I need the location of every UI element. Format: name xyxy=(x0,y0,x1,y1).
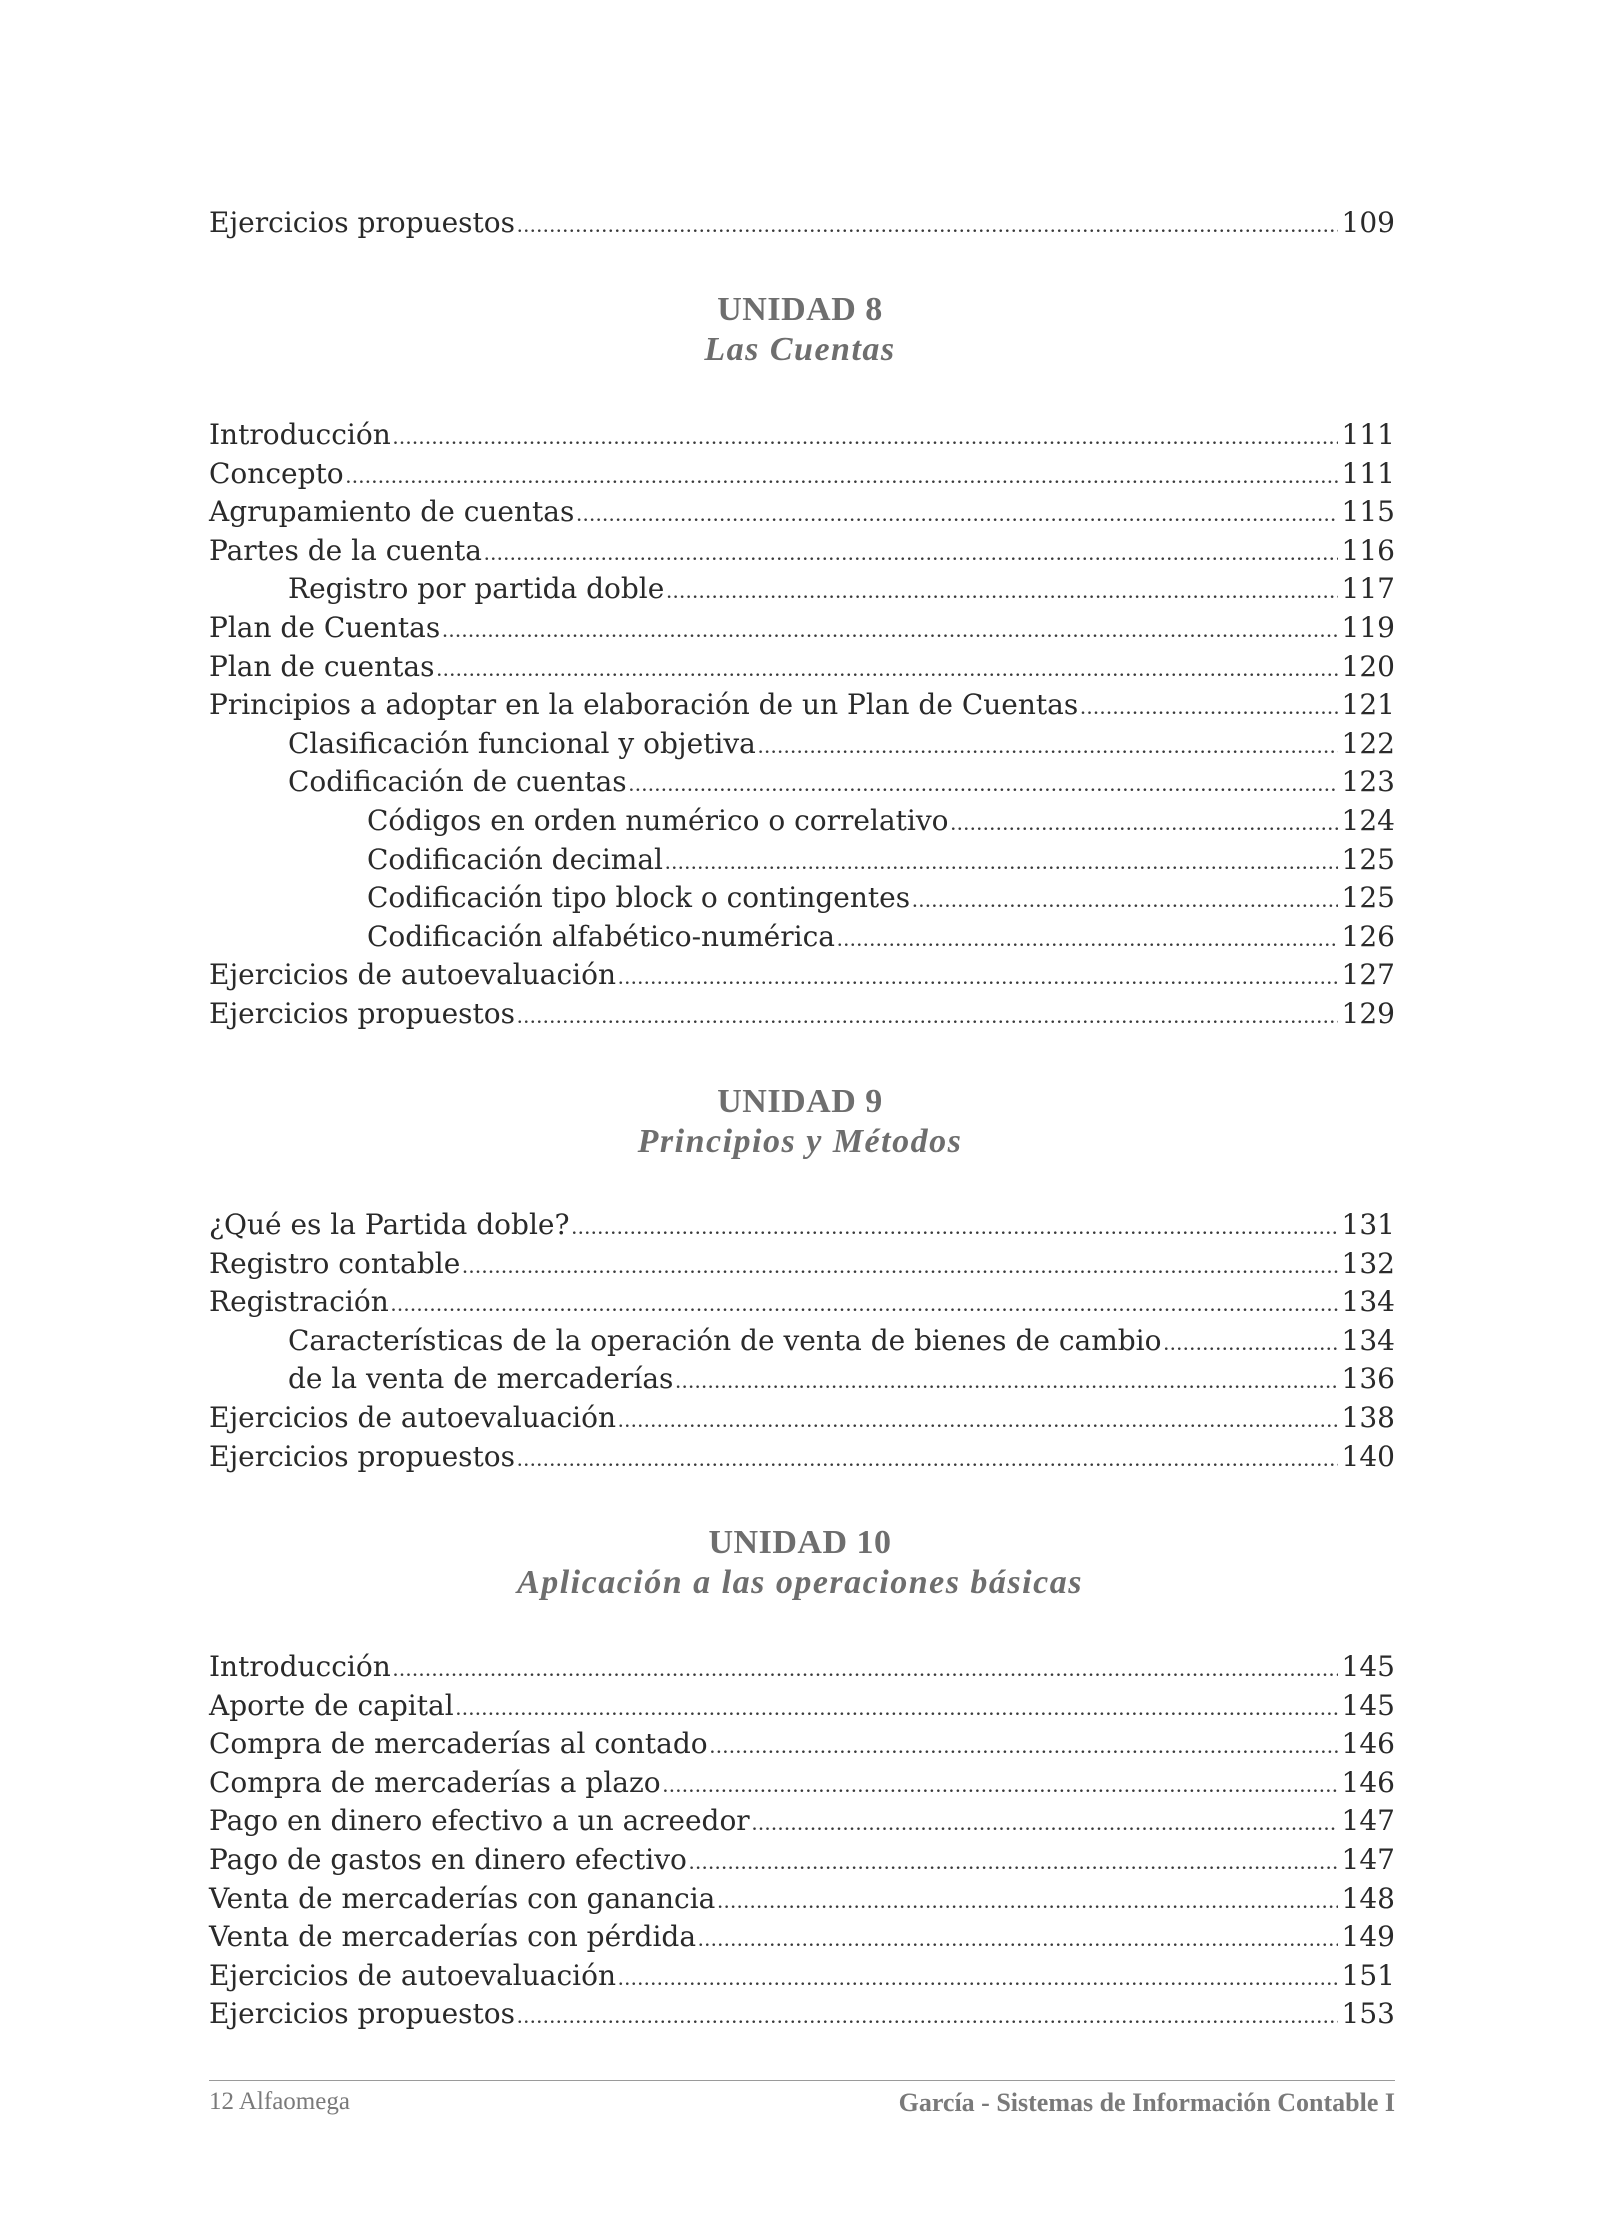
unit-10-heading xyxy=(0,1523,1600,1603)
toc-entry-page-number: 125 xyxy=(1341,881,1395,915)
toc-entry-title: Agrupamiento de cuentas xyxy=(209,495,575,529)
toc-entry-title: Pago de gastos en dinero efectivo xyxy=(209,1842,687,1876)
toc-section-unit-10 xyxy=(209,1650,1395,2036)
toc-entry-title: Ejercicios propuestos xyxy=(209,996,516,1030)
toc-entry[interactable] xyxy=(209,1285,1395,1324)
toc-entry-page-number: 124 xyxy=(1341,803,1395,837)
toc-entry-page-number: 134 xyxy=(1341,1323,1395,1357)
unit-9-heading xyxy=(0,1082,1600,1162)
unit-9-title: Principios y Métodos xyxy=(637,1123,963,1160)
toc-entry-title: Ejercicios de autoevaluación xyxy=(209,1400,616,1434)
toc-entry-page-number: 127 xyxy=(1341,958,1395,992)
toc-dot-leader xyxy=(618,964,1338,990)
unit-9-number: UNIDAD 9 xyxy=(717,1083,883,1120)
toc-entry-title: Venta de mercaderías con pérdida xyxy=(209,1920,697,1954)
toc-entry-title: Ejercicios propuestos xyxy=(209,206,516,239)
toc-entry-page-number: 111 xyxy=(1341,456,1395,490)
toc-section-unit-9 xyxy=(209,1208,1395,1478)
toc-dot-leader xyxy=(663,1772,1338,1798)
toc-entry-page-number: 117 xyxy=(1341,572,1395,606)
toc-entry[interactable] xyxy=(209,997,1395,1036)
toc-entry-page-number: 148 xyxy=(1341,1881,1395,1915)
toc-entry[interactable] xyxy=(209,958,1395,997)
toc-entry-page-number: 147 xyxy=(1341,1842,1395,1876)
toc-dot-leader xyxy=(698,1926,1338,1952)
toc-entry[interactable] xyxy=(209,1997,1395,2036)
toc-entry-page-number: 119 xyxy=(1341,610,1395,644)
toc-entry[interactable] xyxy=(209,1440,1395,1479)
toc-entry-title: de la venta de mercaderías xyxy=(288,1362,674,1396)
toc-entry-title: Codificación de cuentas xyxy=(288,765,627,799)
toc-entry[interactable] xyxy=(209,1689,1395,1728)
toc-entry[interactable] xyxy=(209,1247,1395,1286)
unit-8-number: UNIDAD 8 xyxy=(717,291,883,328)
toc-dot-leader xyxy=(675,1368,1337,1394)
toc-entry[interactable] xyxy=(209,843,1395,882)
unit-10-number: UNIDAD 10 xyxy=(708,1524,892,1561)
toc-entry-page-number: 111 xyxy=(1341,418,1395,451)
toc-entry-title: Registro por partida doble xyxy=(288,572,665,606)
toc-dot-leader xyxy=(912,887,1337,913)
toc-entry[interactable] xyxy=(209,1882,1395,1921)
toc-entry-title: Clasificación funcional y objetiva xyxy=(288,726,756,760)
unit-8-heading xyxy=(0,290,1600,370)
toc-entry-page-number: 116 xyxy=(1341,533,1395,567)
toc-dot-leader xyxy=(618,1407,1338,1433)
toc-entry-title: Ejercicios propuestos xyxy=(209,1439,516,1473)
toc-entry[interactable] xyxy=(209,418,1395,457)
toc-dot-leader xyxy=(629,771,1338,797)
toc-entry-title: Ejercicios de autoevaluación xyxy=(209,1958,616,1992)
toc-dot-leader xyxy=(517,212,1338,238)
footer-book-title: García - Sistemas de Información Contable I xyxy=(898,2088,1395,2117)
toc-dot-leader xyxy=(689,1849,1338,1875)
toc-entry-page-number: 138 xyxy=(1341,1400,1395,1434)
toc-dot-leader xyxy=(758,733,1338,759)
toc-entry-page-number: 121 xyxy=(1341,688,1395,722)
toc-entry[interactable] xyxy=(209,1766,1395,1805)
toc-entry-page-number: 125 xyxy=(1341,842,1395,876)
toc-entry-title: Compra de mercaderías a plazo xyxy=(209,1765,661,1799)
toc-entry[interactable] xyxy=(209,1650,1395,1689)
toc-entry[interactable] xyxy=(209,650,1395,689)
toc-entry-title: Partes de la cuenta xyxy=(209,533,482,567)
toc-entry-title: Principios a adoptar en la elaboración de un Plan de Cuentas xyxy=(209,688,1079,722)
toc-dot-leader xyxy=(391,1291,1338,1317)
toc-dot-leader xyxy=(710,1733,1338,1759)
toc-entry[interactable] xyxy=(209,920,1395,959)
toc-entry-page-number: 123 xyxy=(1341,765,1395,799)
toc-entry[interactable] xyxy=(209,206,1395,245)
toc-entry-page-number: 132 xyxy=(1341,1246,1395,1280)
toc-entry-page-number: 145 xyxy=(1341,1650,1395,1683)
toc-entry-page-number: 126 xyxy=(1341,919,1395,953)
toc-entry-title: Compra de mercaderías al contado xyxy=(209,1727,708,1761)
toc-entry-page-number: 153 xyxy=(1341,1997,1395,2031)
toc-entry-title: Plan de Cuentas xyxy=(209,610,441,644)
toc-entry[interactable] xyxy=(209,1843,1395,1882)
toc-entry-title: Registración xyxy=(209,1285,389,1319)
toc-dot-leader xyxy=(462,1253,1337,1279)
toc-entry-title: ¿Qué es la Partida doble? xyxy=(209,1208,570,1241)
toc-dot-leader xyxy=(436,656,1337,682)
toc-dot-leader xyxy=(393,1656,1338,1682)
toc-entry-page-number: 151 xyxy=(1341,1958,1395,1992)
toc-entry[interactable] xyxy=(209,495,1395,534)
toc-entry-page-number: 146 xyxy=(1341,1727,1395,1761)
toc-dot-leader xyxy=(346,463,1338,489)
toc-entry-page-number: 145 xyxy=(1341,1688,1395,1722)
toc-entry[interactable] xyxy=(209,727,1395,766)
toc-entry-title: Registro contable xyxy=(209,1246,461,1280)
toc-dot-leader xyxy=(837,926,1338,952)
toc-entry[interactable] xyxy=(209,1324,1395,1363)
toc-entry-title: Introducción xyxy=(209,1650,391,1683)
toc-entry[interactable] xyxy=(209,611,1395,650)
toc-entry-page-number: 122 xyxy=(1341,726,1395,760)
toc-dot-leader xyxy=(572,1214,1338,1240)
toc-entry-page-number: 131 xyxy=(1341,1208,1395,1241)
toc-entry-page-number: 140 xyxy=(1341,1439,1395,1473)
toc-section-unit-8 xyxy=(209,418,1395,1036)
toc-entry-title: Codificación tipo block o contingentes xyxy=(367,881,911,915)
toc-entry-page-number: 136 xyxy=(1341,1362,1395,1396)
toc-entry-title: Códigos en orden numérico o correlativo xyxy=(367,803,949,837)
toc-entry-title: Codificación alfabético-numérica xyxy=(367,919,835,953)
toc-dot-leader xyxy=(752,1810,1338,1836)
unit-10-title: Aplicación a las operaciones básicas xyxy=(517,1564,1083,1601)
toc-dot-leader xyxy=(456,1695,1338,1721)
toc-entry-title: Plan de cuentas xyxy=(209,649,435,683)
toc-entry-title: Ejercicios de autoevaluación xyxy=(209,958,616,992)
footer-rule xyxy=(209,2080,1395,2081)
toc-entry-title: Introducción xyxy=(209,418,391,451)
toc-dot-leader xyxy=(618,1965,1338,1991)
toc-entry[interactable] xyxy=(209,1208,1395,1247)
toc-entry-page-number: 149 xyxy=(1341,1920,1395,1954)
toc-dot-leader xyxy=(576,501,1337,527)
toc-entry[interactable] xyxy=(209,1959,1395,1998)
toc-dot-leader xyxy=(517,1446,1338,1472)
toc-dot-leader xyxy=(717,1888,1337,1914)
toc-entry[interactable] xyxy=(209,765,1395,804)
toc-entry-page-number: 147 xyxy=(1341,1804,1395,1838)
toc-entry[interactable] xyxy=(209,457,1395,496)
toc-entry-title: Venta de mercaderías con ganancia xyxy=(209,1881,716,1915)
toc-entry[interactable] xyxy=(209,1727,1395,1766)
toc-entry-page-number: 120 xyxy=(1341,649,1395,683)
toc-entry[interactable] xyxy=(209,804,1395,843)
toc-dot-leader xyxy=(665,849,1338,875)
toc-entry-page-number: 109 xyxy=(1341,206,1395,239)
toc-entry-title: Codificación decimal xyxy=(367,842,663,876)
toc-entry[interactable] xyxy=(209,1401,1395,1440)
toc-section-intro xyxy=(209,206,1395,245)
toc-entry[interactable] xyxy=(209,881,1395,920)
toc-entry-title: Características de la operación de venta de bienes de cambio xyxy=(288,1323,1162,1357)
toc-entry-title: Concepto xyxy=(209,456,344,490)
toc-dot-leader xyxy=(442,617,1337,643)
toc-entry-page-number: 115 xyxy=(1341,495,1395,529)
toc-entry-page-number: 129 xyxy=(1341,996,1395,1030)
toc-entry-page-number: 146 xyxy=(1341,1765,1395,1799)
toc-entry-title: Pago en dinero efectivo a un acreedor xyxy=(209,1804,750,1838)
toc-dot-leader xyxy=(951,810,1338,836)
toc-dot-leader xyxy=(1080,694,1337,720)
toc-entry[interactable] xyxy=(209,572,1395,611)
toc-entry[interactable] xyxy=(209,1920,1395,1959)
toc-entry[interactable] xyxy=(209,1804,1395,1843)
toc-dot-leader xyxy=(393,424,1338,450)
toc-dot-leader xyxy=(1164,1330,1338,1356)
toc-entry-title: Aporte de capital xyxy=(209,1688,454,1722)
unit-8-title: Las Cuentas xyxy=(704,331,896,368)
toc-entry[interactable] xyxy=(209,534,1395,573)
toc-dot-leader xyxy=(517,2003,1338,2029)
toc-entry[interactable] xyxy=(209,688,1395,727)
toc-dot-leader xyxy=(517,1003,1338,1029)
toc-entry-page-number: 134 xyxy=(1341,1285,1395,1319)
toc-entry[interactable] xyxy=(209,1362,1395,1401)
toc-entry-title: Ejercicios propuestos xyxy=(209,1997,516,2031)
footer-page-publisher: 12 Alfaomega xyxy=(209,2088,350,2115)
toc-dot-leader xyxy=(666,578,1337,604)
toc-dot-leader xyxy=(484,540,1338,566)
